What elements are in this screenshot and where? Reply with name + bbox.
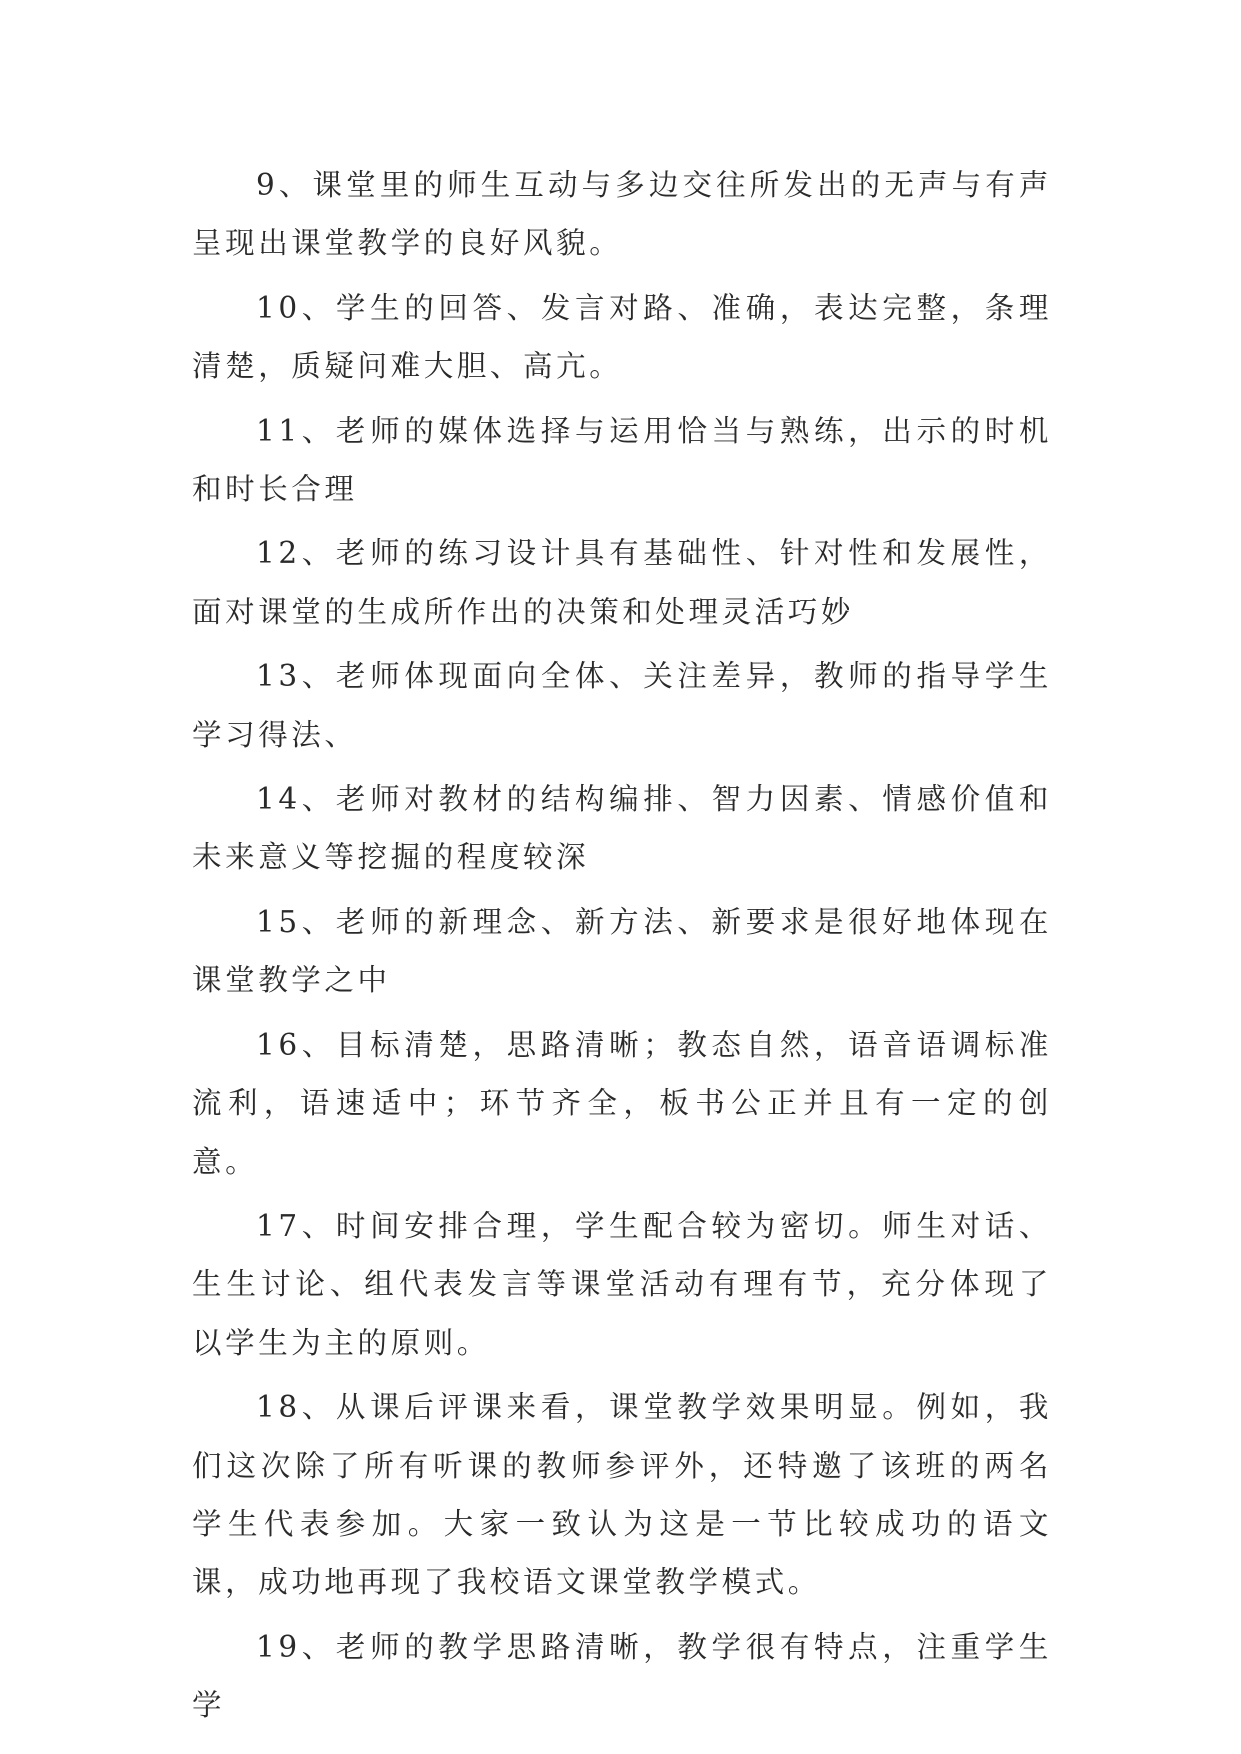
paragraph-16: 16、目标清楚，思路清晰；教态自然，语音语调标准流利，语速适中；环节齐全，板书公正并且有一定的创意。 <box>192 1027 1052 1179</box>
paragraph-15: 15、老师的新理念、新方法、新要求是很好地体现在课堂教学之中 <box>192 904 1052 998</box>
paragraph-14: 14、老师对教材的结构编排、智力因素、情感价值和未来意义等挖掘的程度较深 <box>192 782 1052 875</box>
paragraph-10: 10、学生的回答、发言对路、准确，表达完整，条理清楚，质疑问难大胆、高亢。 <box>192 290 1052 384</box>
paragraph-12: 12、老师的练习设计具有基础性、针对性和发展性，面对课堂的生成所作出的决策和处理灵活巧妙 <box>192 536 1052 629</box>
paragraph-13: 13、老师体现面向全体、关注差异，教师的指导学生学习得法、 <box>192 659 1052 752</box>
document-body <box>192 156 1052 1741</box>
paragraph-11: 11、老师的媒体选择与运用恰当与熟练，出示的时机和时长合理 <box>192 413 1052 507</box>
paragraph-19: 19、老师的教学思路清晰，教学很有特点，注重学生学 <box>192 1629 1052 1723</box>
paragraph-17: 17、时间安排合理，学生配合较为密切。师生对话、生生讨论、组代表发言等课堂活动有理有节，充分体现了以学生为主的原则。 <box>192 1208 1052 1360</box>
paragraph-9: 9、课堂里的师生互动与多边交往所发出的无声与有声呈现出课堂教学的良好风貌。 <box>192 168 1052 261</box>
paragraph-18: 18、从课后评课来看，课堂教学效果明显。例如，我们这次除了所有听课的教师参评外，还特邀了该班的两名学生代表参加。大家一致认为这是一节比较成功的语文课，成功地再现了我校语文课堂教学模式。 <box>192 1390 1052 1600</box>
